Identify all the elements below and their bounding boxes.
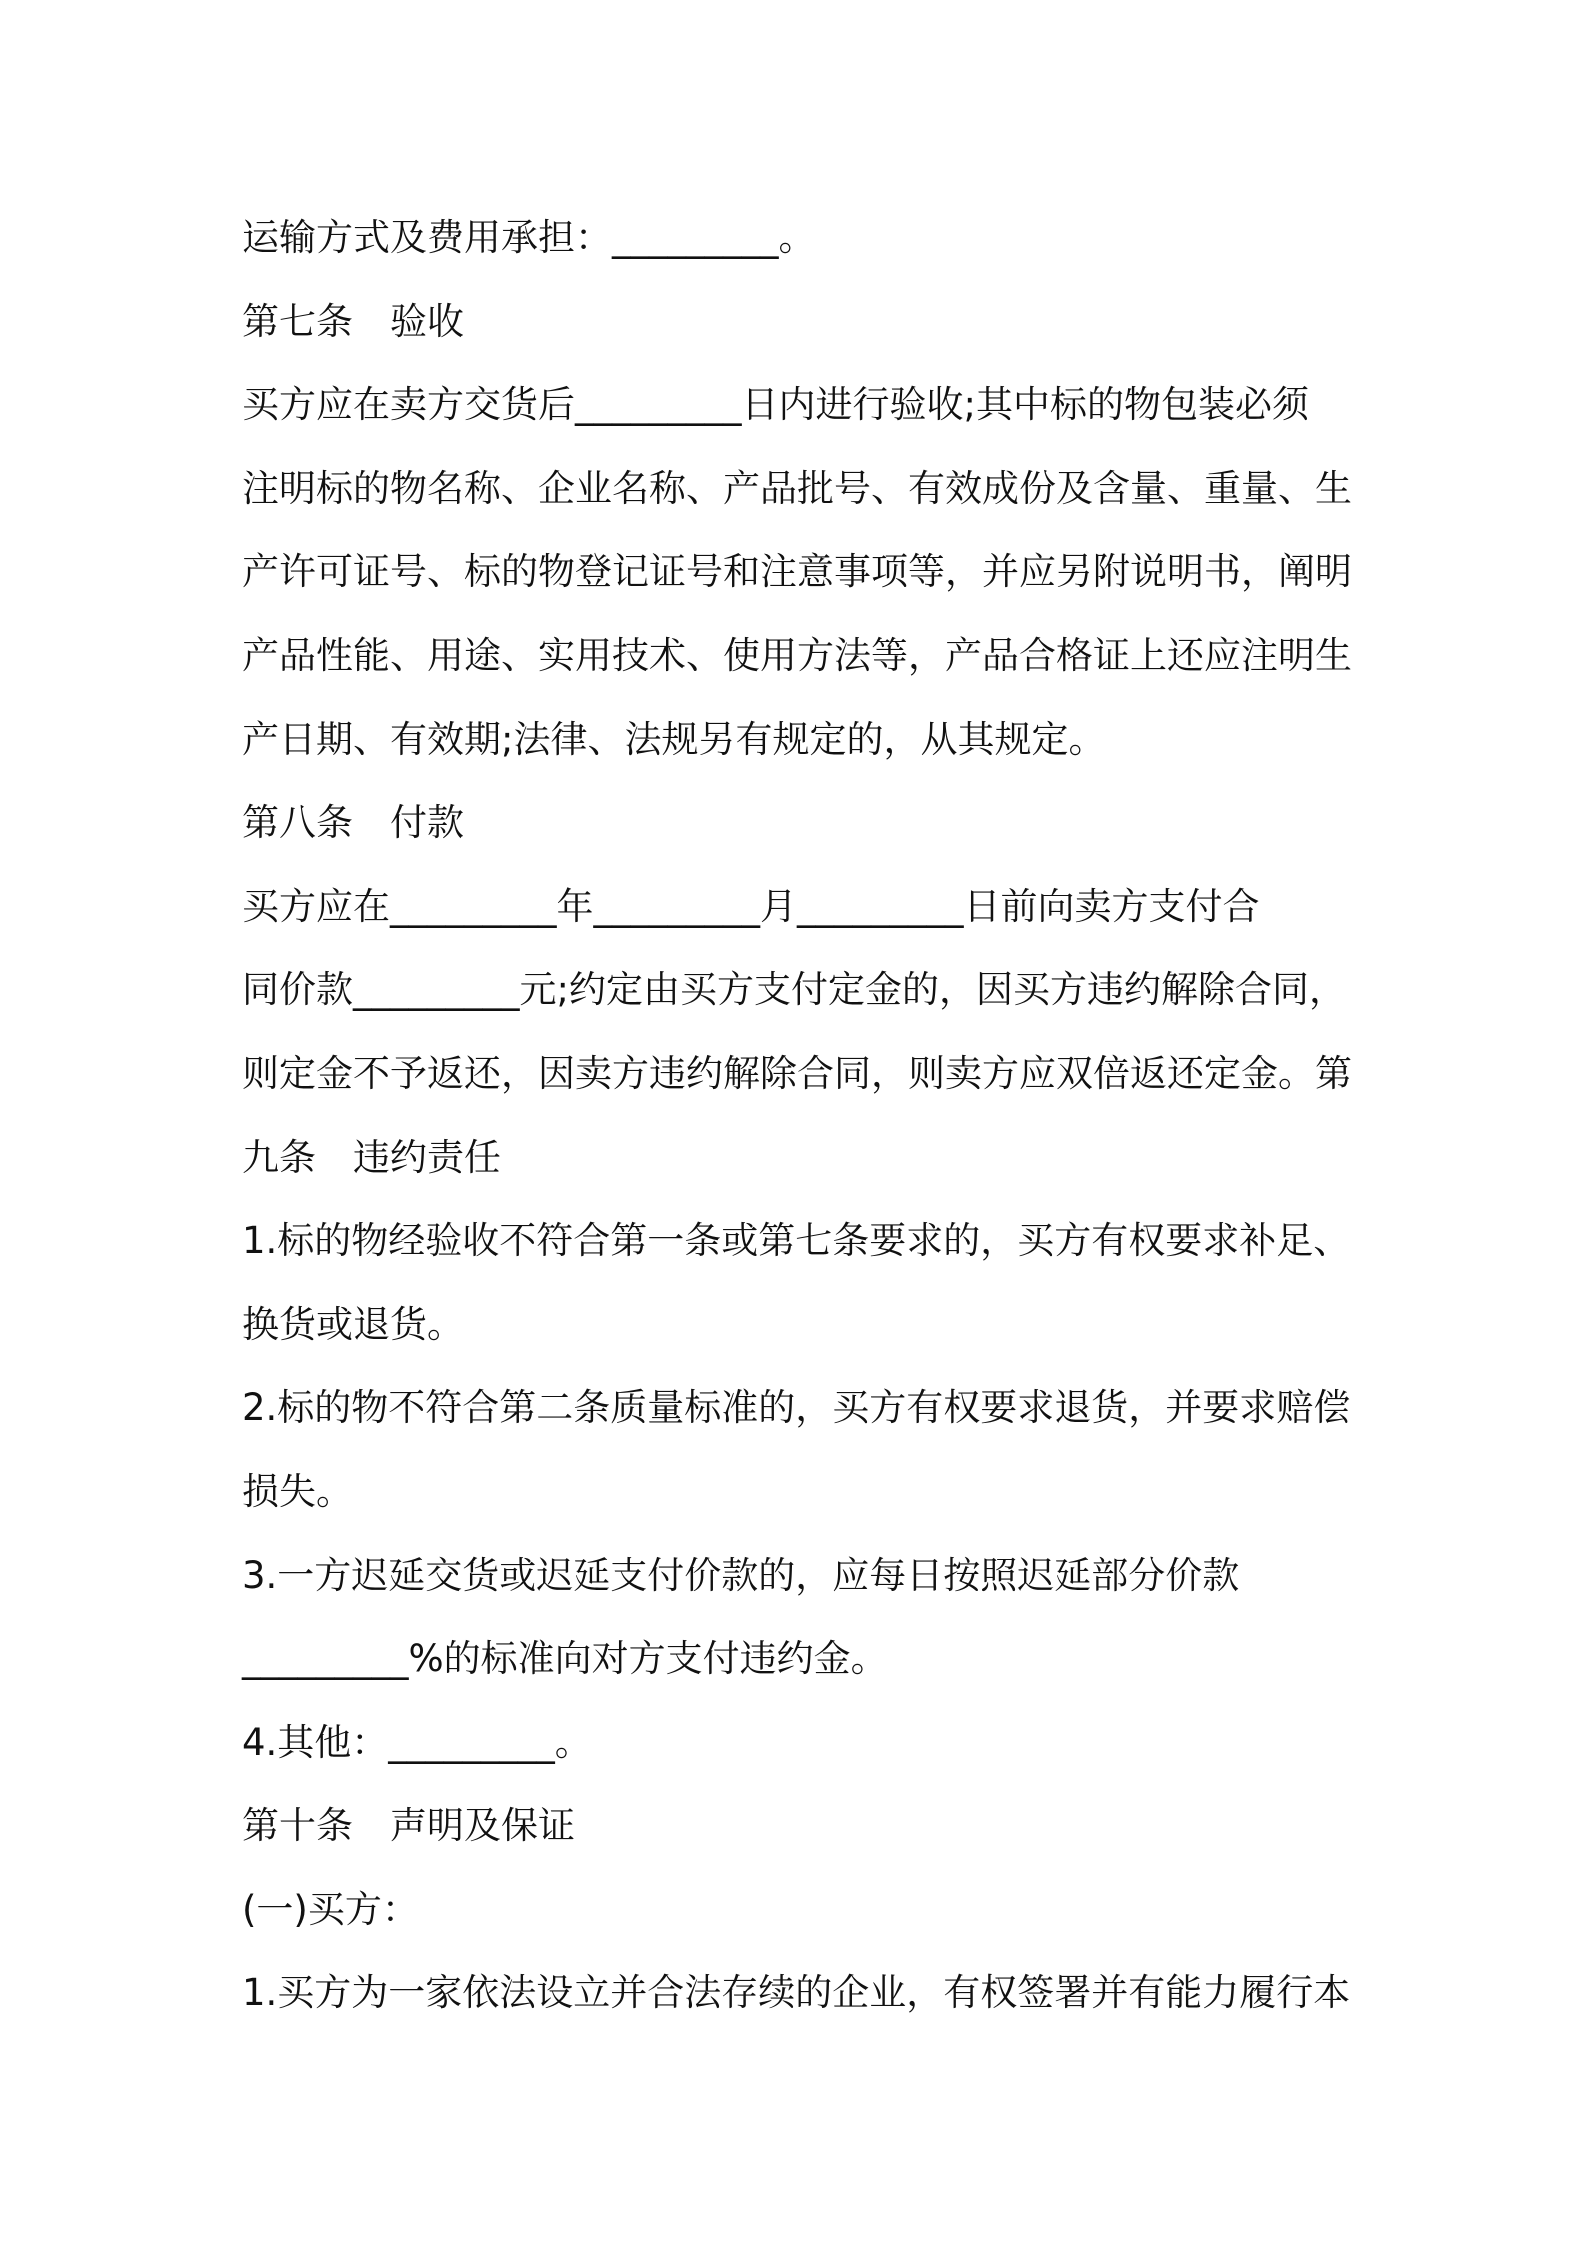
- text-line: 同价款_________元;约定由买方支付定金的，因买方违约解除合同，: [242, 968, 1346, 1012]
- text-line: 买方应在卖方交货后_________日内进行验收;其中标的物包装必须: [242, 383, 1309, 427]
- heading-article-8: 第八条 付款: [242, 801, 464, 845]
- text-line: 2.标的物不符合第二条质量标准的，买方有权要求退货，并要求赔偿: [242, 1386, 1351, 1430]
- heading-article-7: 第七条 验收: [242, 299, 464, 343]
- text-line-transport: 运输方式及费用承担：_________。: [242, 216, 816, 259]
- text-line: 换货或退货。: [242, 1302, 464, 1346]
- text-line: 则定金不予返还，因卖方违约解除合同，则卖方应双倍返还定金。第: [242, 1051, 1352, 1095]
- text-line: 注明标的物名称、企业名称、产品批号、有效成份及含量、重量、生: [242, 466, 1352, 510]
- text-line: _________%的标准向对方支付违约金。: [242, 1637, 888, 1681]
- heading-article-10: 第十条 声明及保证: [242, 1804, 575, 1848]
- text-line: 产日期、有效期;法律、法规另有规定的，从其规定。: [242, 717, 1106, 761]
- contract-text: [242, 196, 1362, 2035]
- sub-heading-buyer: (一)买方：: [242, 1887, 419, 1931]
- text-line: 产品性能、用途、实用技术、使用方法等，产品合格证上还应注明生: [242, 633, 1352, 677]
- text-line: 损失。: [242, 1469, 353, 1513]
- text-line: 1.买方为一家依法设立并合法存续的企业，有权签署并有能力履行本: [242, 1971, 1351, 2015]
- text-line: 产许可证号、标的物登记证号和注意事项等，并应另附说明书，阐明: [242, 550, 1352, 594]
- text-line: 买方应在_________年_________月_________日前向卖方支付合: [242, 884, 1260, 928]
- text-line: 1.标的物经验收不符合第一条或第七条要求的，买方有权要求补足、: [242, 1219, 1351, 1263]
- heading-article-9: 九条 违约责任: [242, 1135, 501, 1179]
- text-line: 3.一方迟延交货或迟延支付价款的，应每日按照迟延部分价款: [242, 1553, 1240, 1597]
- text-line: 4.其他：_________。: [242, 1720, 592, 1764]
